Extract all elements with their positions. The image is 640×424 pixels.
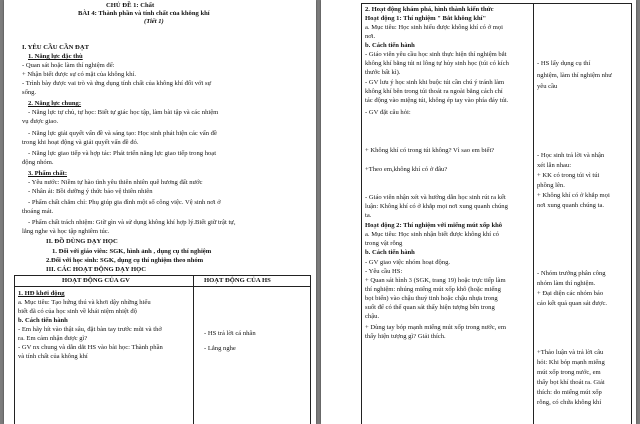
table-cell-line: yêu cầu [537, 83, 558, 90]
table-cell-line: a. Mục tiêu: Học sinh nhận biết được không khí có [365, 231, 499, 238]
document-page-left [4, 0, 316, 424]
text-line: - Năng lực tự chủ, tự học: Biết tự giác học tập, làm bài tập và các nhiệm [28, 109, 219, 116]
table-border [631, 3, 632, 424]
section-heading: II. ĐỒ DÙNG DẠY HỌC [46, 238, 118, 245]
table-cell-line: - GV giao việc nhóm hoạt động. [365, 259, 451, 266]
table-header-gv: HOẠT ĐỘNG CỦA GV [62, 277, 130, 284]
table-cell-line: thấy hiện tượng gì? Giải thích. [365, 333, 446, 340]
table-border [361, 3, 362, 424]
lesson-period: (Tiết 1) [144, 18, 164, 25]
lesson-title: BÀI 4: Thành phần và tính chất của không khí [78, 10, 210, 17]
table-cell-line: - Em hãy hít vào thật sâu, đặt bàn tay trước mũi và thở [18, 326, 162, 333]
table-cell-line: không khí bên trong túi thoát ra ngoài bằng cách chỉ [365, 88, 503, 95]
table-cell-line: phồng lên. [537, 182, 565, 189]
table-cell-line: trong vật rỗng [365, 240, 403, 247]
table-cell-line: - Giáo viên nhận xét và hướng dẫn học sinh rút ra kết [365, 194, 506, 201]
table-cell-line: b. Cách tiến hành [365, 42, 415, 49]
table-header-hs: HOẠT ĐỘNG CỦA HS [204, 277, 271, 284]
table-cell-line: + Đại diện các nhóm báo [537, 290, 604, 297]
activity-heading: 2. Hoạt động khám phá, hình thành kiến thức [365, 6, 494, 13]
table-border [310, 275, 311, 424]
subsection-heading: 1. Năng lực đặc thù [28, 53, 83, 60]
text-line: 2.Đối với học sinh: SGK, dụng cụ thí nghiệm theo nhóm [46, 257, 204, 264]
activity-heading: Hoạt động 2: Thí nghiệm với miếng mút xốp khô [365, 222, 503, 229]
table-cell-line: mút xốp trong nước, em [537, 369, 601, 376]
document-page-right [321, 0, 636, 424]
table-cell-line: thí nghiệm: nhúng miếng mút xốp khô (hoặc miếng [365, 286, 501, 293]
table-cell-line: suốt để có thể quan sát thấy hiện tượng bên trong [365, 304, 495, 311]
table-cell-line: +Theo em,không khí có ở đâu? [365, 166, 448, 173]
text-line: vụ được giao. [22, 118, 59, 125]
table-cell-line: cáo kết quả quan sát được. [537, 300, 608, 307]
text-line: - Yêu nước: Niềm tự hào tình yêu thiên nhiên quê hương đất nước [28, 179, 203, 186]
table-border [361, 3, 631, 4]
text-line: lắng nghe và học tập nghiêm túc. [22, 228, 110, 235]
table-cell-line: a. Mục tiêu: Tạo hứng thú và khơi dậy những hiểu [18, 299, 151, 306]
table-cell-line: - Giáo viên yêu cầu học sinh thực hiện thí nghiệm bắt [365, 51, 507, 58]
table-cell-line: + Quan sát hình 3 (SGK, trang 19) hoặc trực tiếp làm [365, 277, 506, 284]
table-cell-line: b. Cách tiến hành [18, 317, 68, 324]
table-cell-line: + KK có trong túi vì túi [537, 172, 600, 179]
table-cell-line: chậu. [365, 313, 380, 320]
text-line: sống. [22, 89, 37, 96]
table-cell-line: + Không khí có ở khắp mọi [537, 192, 610, 199]
activity-heading: Hoạt động 1: Thí nghiệm " Bắt không khí" [365, 15, 487, 22]
text-line: - Phẩm chất trách nhiệm: Giữ gìn và sử dụng không khí hợp lý.Biết giữ trật tự, [28, 219, 236, 226]
text-line: - Quan sát hoặc làm thí nghiệm để: [22, 62, 115, 69]
table-cell-line: a. Mục tiêu: Học sinh hiểu được không khí có ở mọi [365, 24, 504, 31]
text-line: trong khi hoạt động và giải quyết vấn đề đó. [22, 139, 139, 146]
table-divider [193, 275, 194, 424]
table-divider [533, 3, 534, 424]
table-border [14, 275, 310, 276]
table-cell-line: +Thảo luận và trả lời câu [537, 349, 604, 356]
table-cell-line: thước bất kì). [365, 69, 401, 76]
table-cell-line: - GV lưu ý học sinh khi buộc túi cần chú ý tránh làm [365, 79, 505, 86]
table-cell-line: rỗng, có chứa không khí [537, 399, 602, 406]
text-line: động nhóm. [22, 159, 54, 166]
text-line: thoáng mát. [22, 208, 54, 215]
text-line: - Phẩm chất chăm chỉ: Phụ giúp gia đình một số công việc. Vệ sinh nơi ở [28, 199, 221, 206]
table-cell-line: luận: Không khí có ở khắp mọi nơi xung quanh chúng [365, 203, 508, 210]
section-heading: I. YÊU CẦU CẦN ĐẠT [22, 44, 89, 51]
section-heading: III. CÁC HOẠT ĐỘNG DẠY HỌC [46, 266, 147, 273]
table-cell-line: + Dùng tay bóp mạnh miếng mút xốp trong nước, em [365, 324, 506, 331]
table-cell-line: hỏi: Khi bóp mạnh miếng [537, 359, 605, 366]
table-cell-line: - Học sinh trả lời và nhận [537, 152, 605, 159]
table-cell-line: nghiệm, làm thí nghiệm như [537, 72, 612, 79]
table-border [14, 286, 310, 287]
text-line: - Năng lực giao tiếp và hợp tác: Phát triển năng lực giao tiếp trong hoạt [28, 150, 217, 157]
table-cell-line: biết đã có của học sinh về khái niệm nhiệt độ [18, 308, 138, 315]
text-line: - Nhân ái: Bồi dưỡng ý thức bảo vệ thiên nhiên [28, 188, 153, 195]
table-border [14, 275, 15, 424]
table-cell-line: - HS trả lời cá nhân [204, 330, 256, 337]
table-cell-line: nhóm làm thí nghiệm. [537, 280, 596, 287]
table-cell-line: - Yêu cầu HS: [365, 268, 403, 275]
table-cell-line: thấy bọt khí thoát ra. Giải [537, 379, 605, 386]
table-cell-line: - Nhóm trưởng phân công [537, 270, 606, 277]
table-cell-line: - GV nx chung và dẫn dắt HS vào bài học: Thành phần [18, 344, 163, 351]
table-cell-line: và tính chất của không khí [18, 353, 88, 360]
table-cell-line: nơi xung quanh chúng ta. [537, 202, 605, 209]
topic-title: CHỦ ĐỀ 1: Chất [106, 2, 155, 9]
subsection-heading: 3. Phẩm chất: [28, 170, 68, 177]
table-cell-line: bọt biển) vào chậu thuỷ tinh hoặc chậu nhựa trong [365, 295, 498, 302]
subsection-heading: 2. Năng lực chung: [28, 100, 82, 107]
text-line: - Trình bày được vai trò và ứng dụng tính chất của không khí đối với sự [22, 80, 212, 87]
table-cell-line: b. Cách tiến hành [365, 249, 415, 256]
table-cell-line: ta. [365, 212, 372, 219]
text-line: 1. Đối với giáo viên: SGK, hình ảnh , dụng cụ thí nghiệm [52, 248, 212, 255]
table-cell-line: không khí bằng túi ni lông tự hủy sinh học (túi có kích [365, 60, 509, 67]
text-line: + Nhận biết được sự có mặt của không khí. [22, 71, 136, 78]
text-line: - Năng lực giải quyết vấn đề và sáng tạo: Học sinh phát hiện các vấn đề [28, 130, 217, 137]
table-cell-line: + Không khí có trong túi không? Vì sao em biết? [365, 147, 495, 154]
table-cell-line: thích: do miếng mút xốp [537, 389, 602, 396]
table-cell-line: nơi. [365, 33, 376, 40]
table-cell-line: ra. Em cảm nhận được gì? [18, 335, 88, 342]
activity-heading: 1. HĐ khởi động [18, 290, 65, 297]
table-cell-line: - HS lấy dụng cụ thí [537, 60, 591, 67]
table-cell-line: - Lắng nghe [204, 345, 236, 352]
table-cell-line: tác động vào miệng túi, không ép tay vào phía đáy túi. [365, 97, 509, 104]
table-cell-line: xét lẫn nhau: [537, 162, 572, 169]
table-cell-line: - GV đặt câu hỏi: [365, 109, 411, 116]
